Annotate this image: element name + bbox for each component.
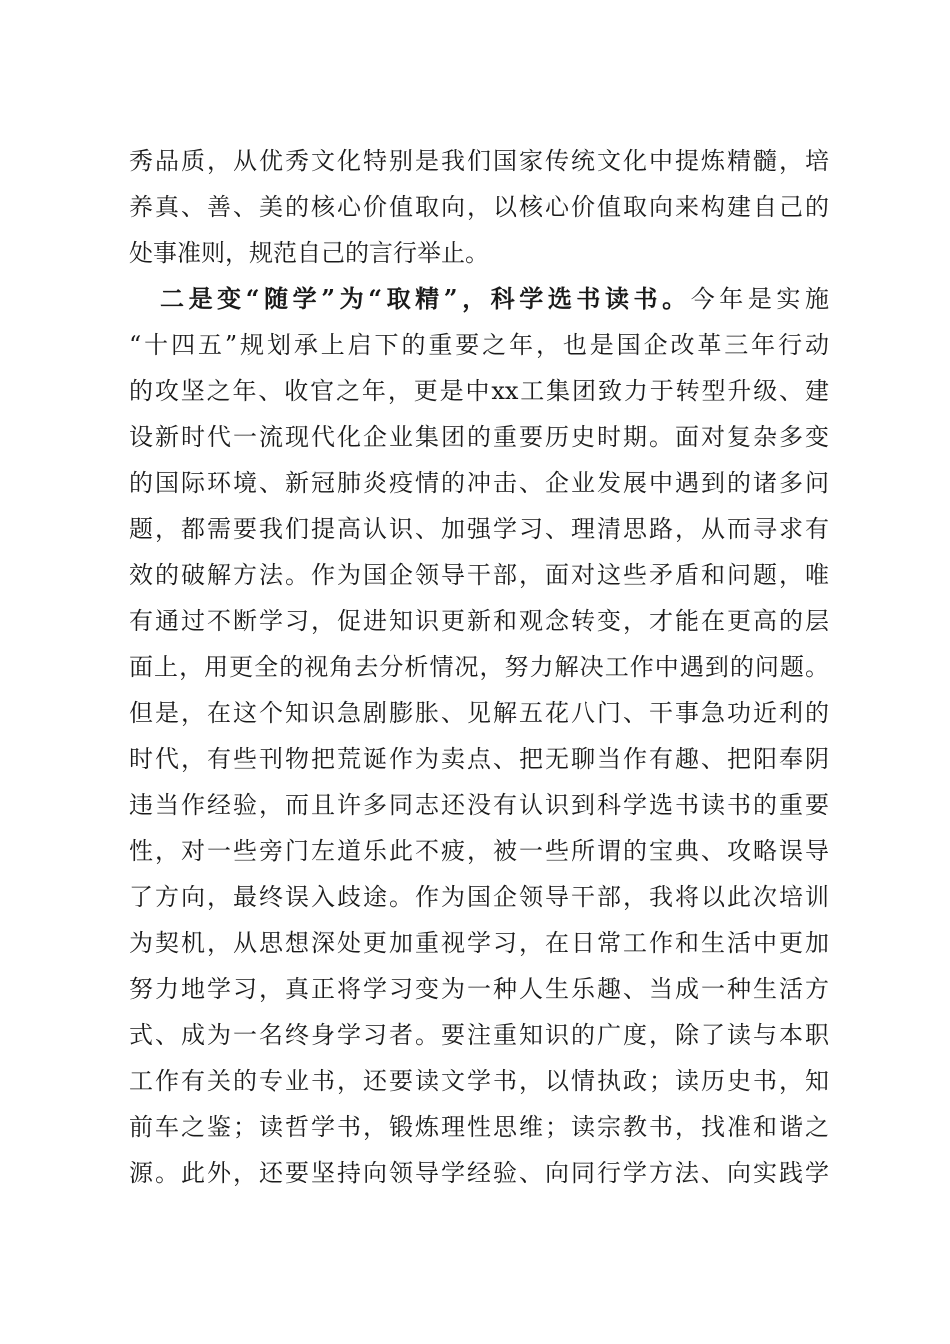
paragraph-line: 设新时代一流现代化企业集团的重要历史时期。面对复杂多变 — [129, 423, 829, 451]
paragraph-line: 但是，在这个知识急剧膨胀、见解五花八门、干事急功近利的 — [129, 699, 829, 727]
paragraph-line: “十四五”规划承上启下的重要之年，也是国企改革三年行动 — [129, 331, 829, 359]
paragraph-line: 面上，用更全的视角去分析情况，努力解决工作中遇到的问题。 — [129, 653, 829, 681]
paragraph-line: 工作有关的专业书，还要读文学书，以情执政；读历史书，知 — [129, 1067, 829, 1095]
paragraph-text: 今年是实施 — [690, 285, 829, 313]
paragraph-line: 前车之鉴；读哲学书，锻炼理性思维；读宗教书，找准和谐之 — [129, 1113, 829, 1141]
paragraph-line: 源。此外，还要坚持向领导学经验、向同行学方法、向实践学 — [129, 1159, 829, 1187]
paragraph-line: 了方向，最终误入歧途。作为国企领导干部，我将以此次培训 — [129, 883, 829, 911]
paragraph-line: 题，都需要我们提高认识、加强学习、理清思路，从而寻求有 — [129, 515, 829, 543]
paragraph-line: 的攻坚之年、收官之年，更是中xx工集团致力于转型升级、建 — [129, 377, 829, 405]
paragraph-line: 努力地学习，真正将学习变为一种人生乐趣、当成一种生活方 — [129, 975, 829, 1003]
paragraph-line: 式、成为一名终身学习者。要注重知识的广度，除了读与本职 — [129, 1021, 829, 1049]
paragraph-line: 效的破解方法。作为国企领导干部，面对这些矛盾和问题，唯 — [129, 561, 829, 589]
paragraph-line: 有通过不断学习，促进知识更新和观念转变，才能在更高的层 — [129, 607, 829, 635]
paragraph-line: 处事准则，规范自己的言行举止。 — [129, 239, 489, 267]
paragraph-line: 为契机，从思想深处更加重视学习，在日常工作和生活中更加 — [129, 929, 829, 957]
paragraph-line: 违当作经验，而且许多同志还没有认识到科学选书读书的重要 — [129, 791, 829, 819]
paragraph-line: 性，对一些旁门左道乐此不疲，被一些所谓的宝典、攻略误导 — [129, 837, 829, 865]
paragraph-line: 的国际环境、新冠肺炎疫情的冲击、企业发展中遇到的诸多问 — [129, 469, 829, 497]
section-heading: 二是变“随学”为“取精”，科学选书读书。 — [160, 284, 691, 313]
paragraph-line: 秀品质，从优秀文化特别是我们国家传统文化中提炼精髓，培 — [129, 147, 829, 175]
section-heading-line — [160, 279, 829, 319]
paragraph-line: 时代，有些刊物把荒诞作为卖点、把无聊当作有趣、把阳奉阴 — [129, 745, 829, 773]
paragraph-line: 养真、善、美的核心价值取向，以核心价值取向来构建自己的 — [129, 193, 829, 221]
